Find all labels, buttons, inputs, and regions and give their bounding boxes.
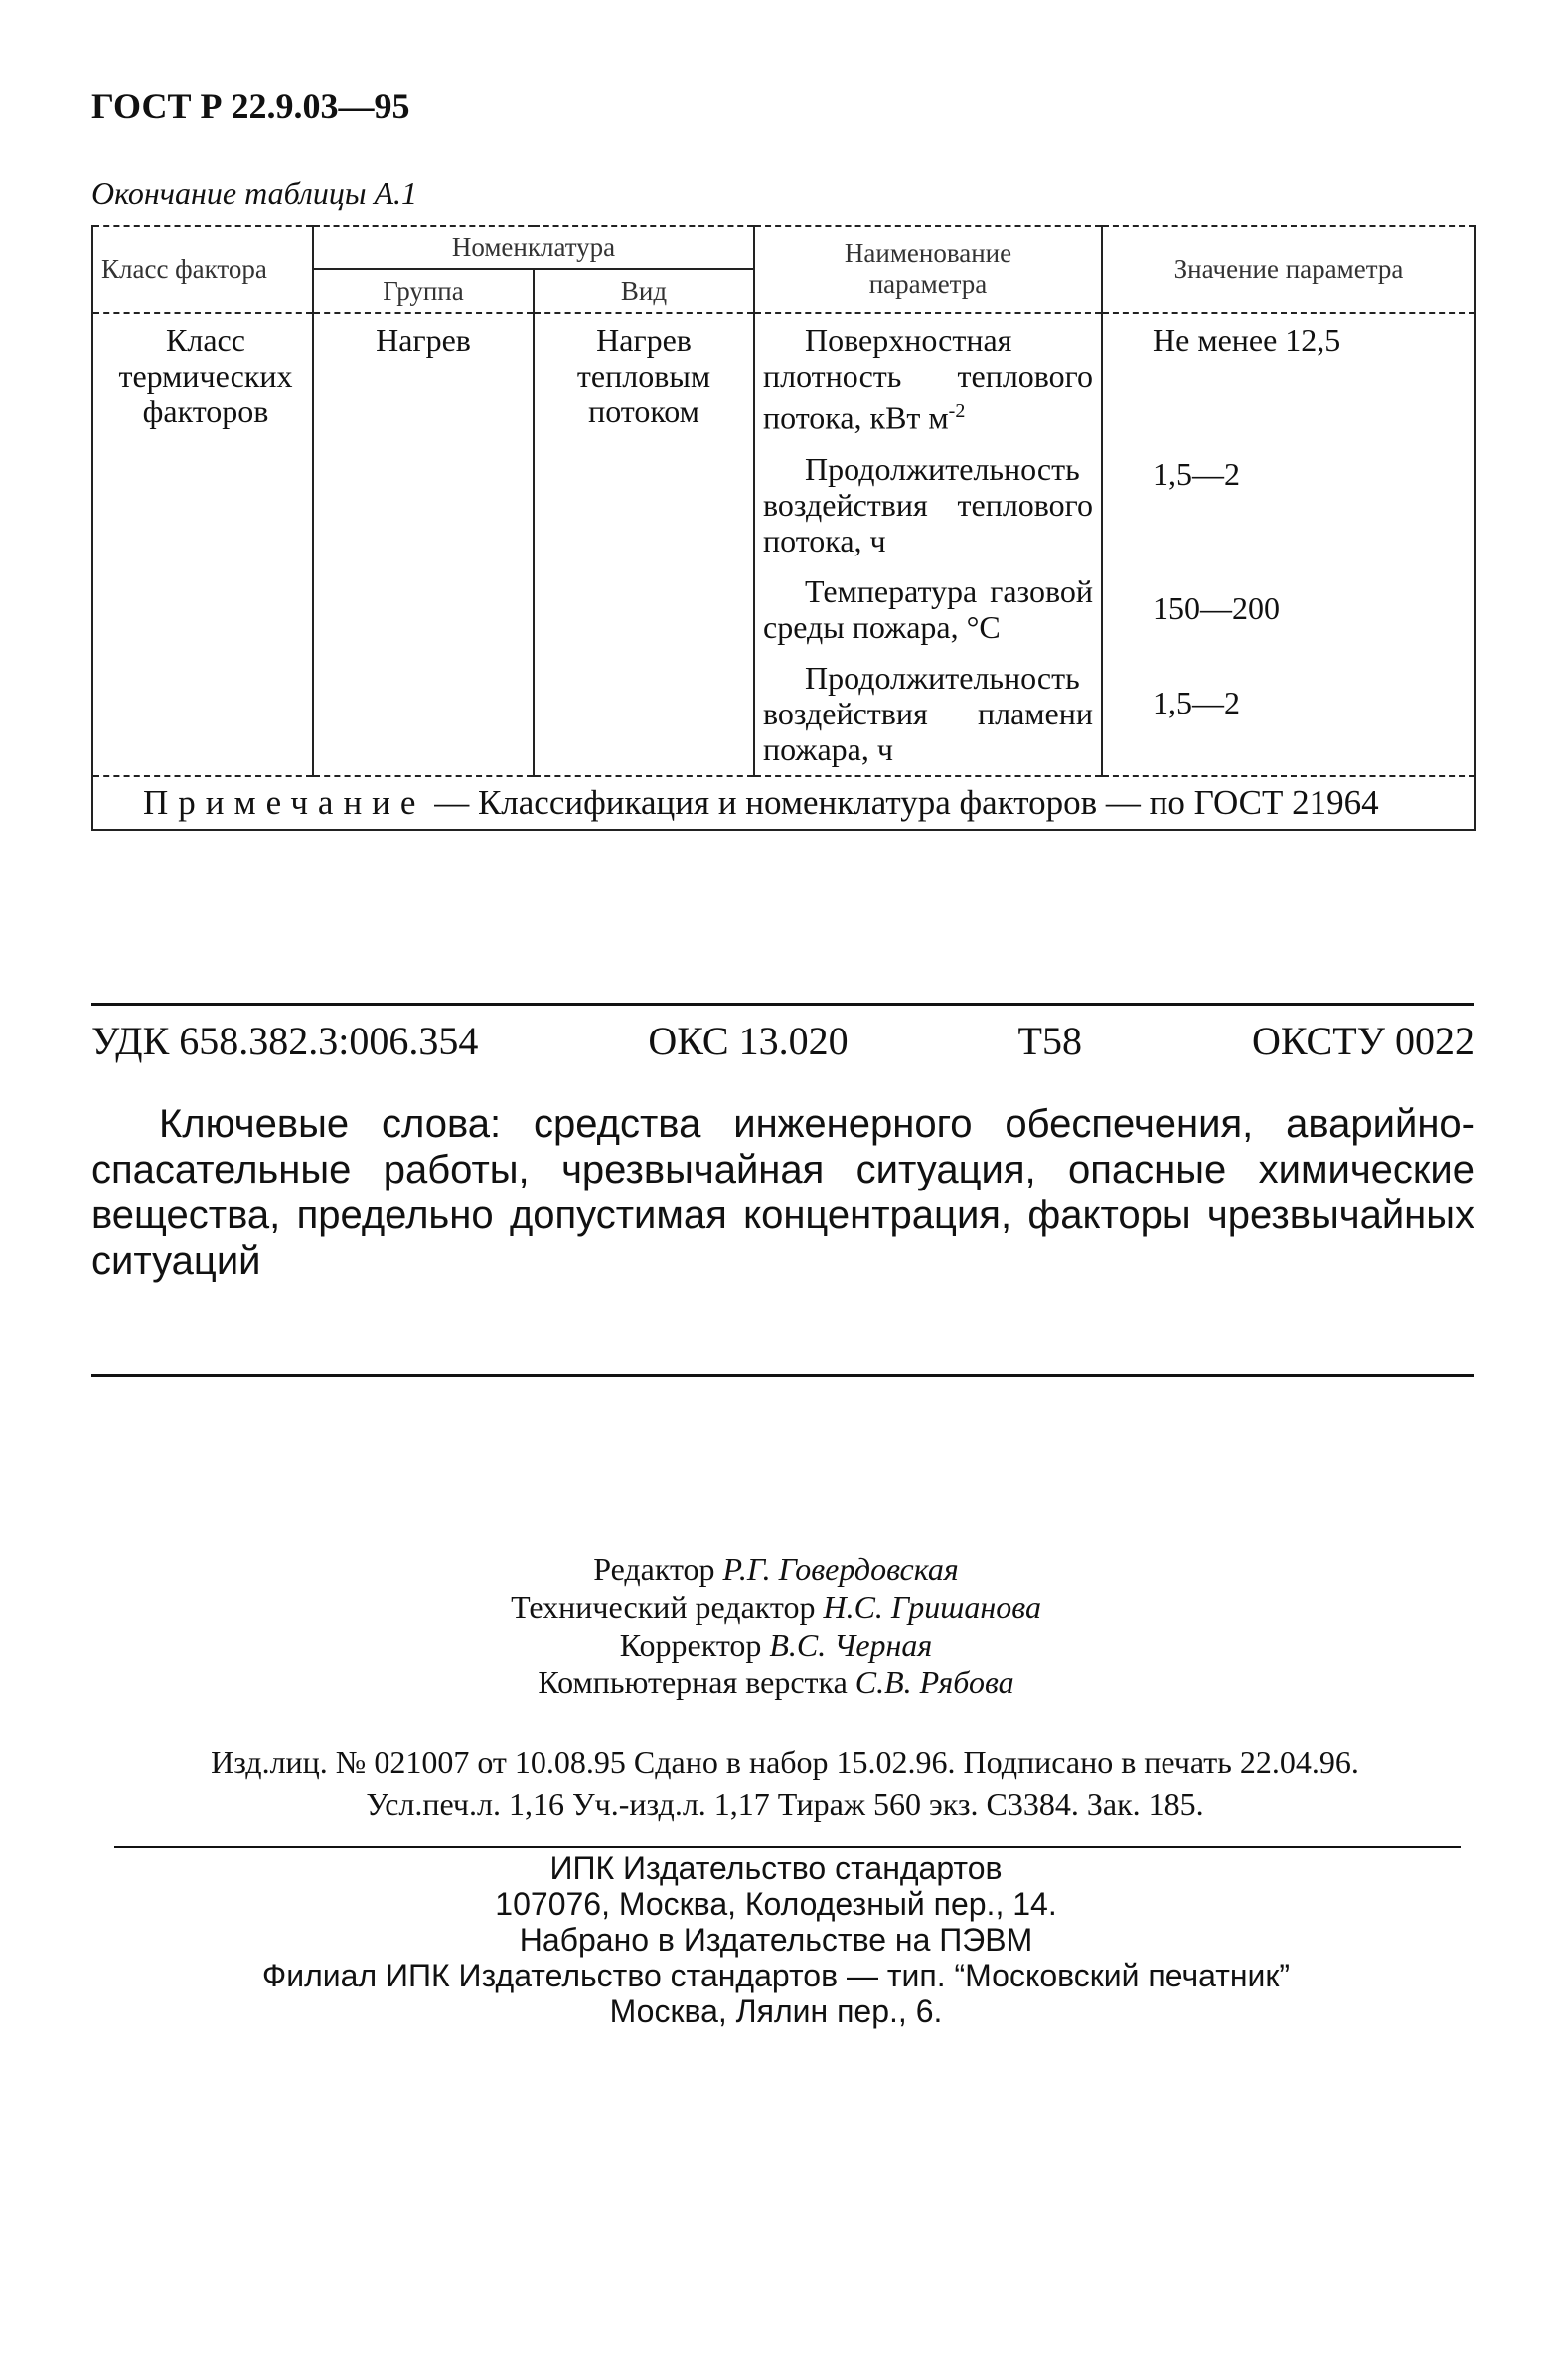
table-caption: Окончание таблицы А.1: [91, 175, 418, 211]
factors-table: [91, 225, 1474, 831]
param-name: Температура газовой среды пожара, °С: [763, 572, 1093, 645]
staff-line: Корректор В.С. Черная: [619, 1627, 933, 1663]
header-param-name: Наименование параметра: [754, 226, 1102, 313]
classification-codes: [91, 1018, 1474, 1064]
pubinfo-line: Усл.печ.л. 1,16 Уч.-изд.л. 1,17 Тираж 560 экз. С3384. Зак. 185.: [366, 1786, 1204, 1822]
printer-line: Филиал ИПК Издательство стандартов — тип. “Московский печатник”: [261, 1958, 1291, 1993]
printer-line: 107076, Москва, Колодезный пер., 14.: [495, 1886, 1057, 1922]
header-param-value: Значение параметра: [1102, 226, 1475, 313]
note-text: — Классификация и номенклатура факторов — по ГОСТ 21964: [434, 782, 1379, 822]
staff-credits: [0, 1550, 1552, 1701]
keywords-paragraph: Ключевые слова: средства инженерного обеспечения, аварийно-спасательные работы, чрезвычайная ситуация, опасные химические вещества, предельно допустимая концентрация, факторы чрезвычайных ситуаций: [91, 1102, 1474, 1283]
oks-code: ОКС 13.020: [648, 1019, 849, 1063]
cell-param-names: [754, 313, 1102, 776]
cell-group: Нагрев: [313, 313, 534, 776]
printer-line: Москва, Лялин пер., 6.: [609, 1993, 943, 2029]
pubinfo-line: Изд.лиц. № 021007 от 10.08.95 Сдано в набор 15.02.96. Подписано в печать 22.04.96.: [211, 1744, 1359, 1780]
okstu-code: ОКСТУ 0022: [1251, 1019, 1474, 1063]
header-factor-class: Класс фактора: [92, 226, 313, 313]
printer-line: ИПК Издательство стандартов: [549, 1850, 1003, 1886]
header-kind: Вид: [534, 269, 754, 313]
divider: [91, 1374, 1474, 1377]
param-name: Поверхностная плотность теплового потока, кВт $м^{-2}$: [763, 322, 1093, 436]
table-note: [92, 776, 1475, 830]
param-name: Продолжительность воздействия теплового потока, ч: [763, 450, 1093, 558]
divider: [114, 1846, 1461, 1848]
divider: [91, 1003, 1474, 1006]
printer-line: Набрано в Издательстве на ПЭВМ: [519, 1922, 1033, 1958]
printer-info: [0, 1850, 1552, 2029]
cell-kind: Нагрев тепловым потоком: [534, 313, 754, 776]
note-label: Примечание: [143, 782, 426, 822]
param-value: Не менее 12,5: [1153, 322, 1341, 358]
document-header: ГОСТ Р 22.9.03—95: [91, 86, 410, 126]
staff-line: Технический редактор Н.С. Гришанова: [511, 1589, 1041, 1625]
staff-line: Компьютерная верстка С.В. Рябова: [538, 1665, 1014, 1700]
table-note-row: [92, 776, 1475, 830]
cell-factor-class: Класс термических факторов: [92, 313, 313, 776]
header-group: Группа: [313, 269, 534, 313]
param-value: 150—200: [1153, 590, 1280, 626]
cell-param-values: [1102, 313, 1475, 776]
udk-code: УДК 658.382.3:006.354: [91, 1019, 479, 1063]
param-value: 1,5—2: [1153, 685, 1240, 720]
table-row: [92, 313, 1475, 776]
header-nomenclature: Номенклатура: [313, 226, 754, 269]
staff-line: Редактор Р.Г. Говердовская: [593, 1551, 959, 1587]
param-name: Продолжительность воздействия пламени пожара, ч: [763, 659, 1093, 767]
publication-info: [99, 1741, 1471, 1825]
t-code: Т58: [1017, 1019, 1082, 1063]
param-value: 1,5—2: [1153, 456, 1240, 492]
